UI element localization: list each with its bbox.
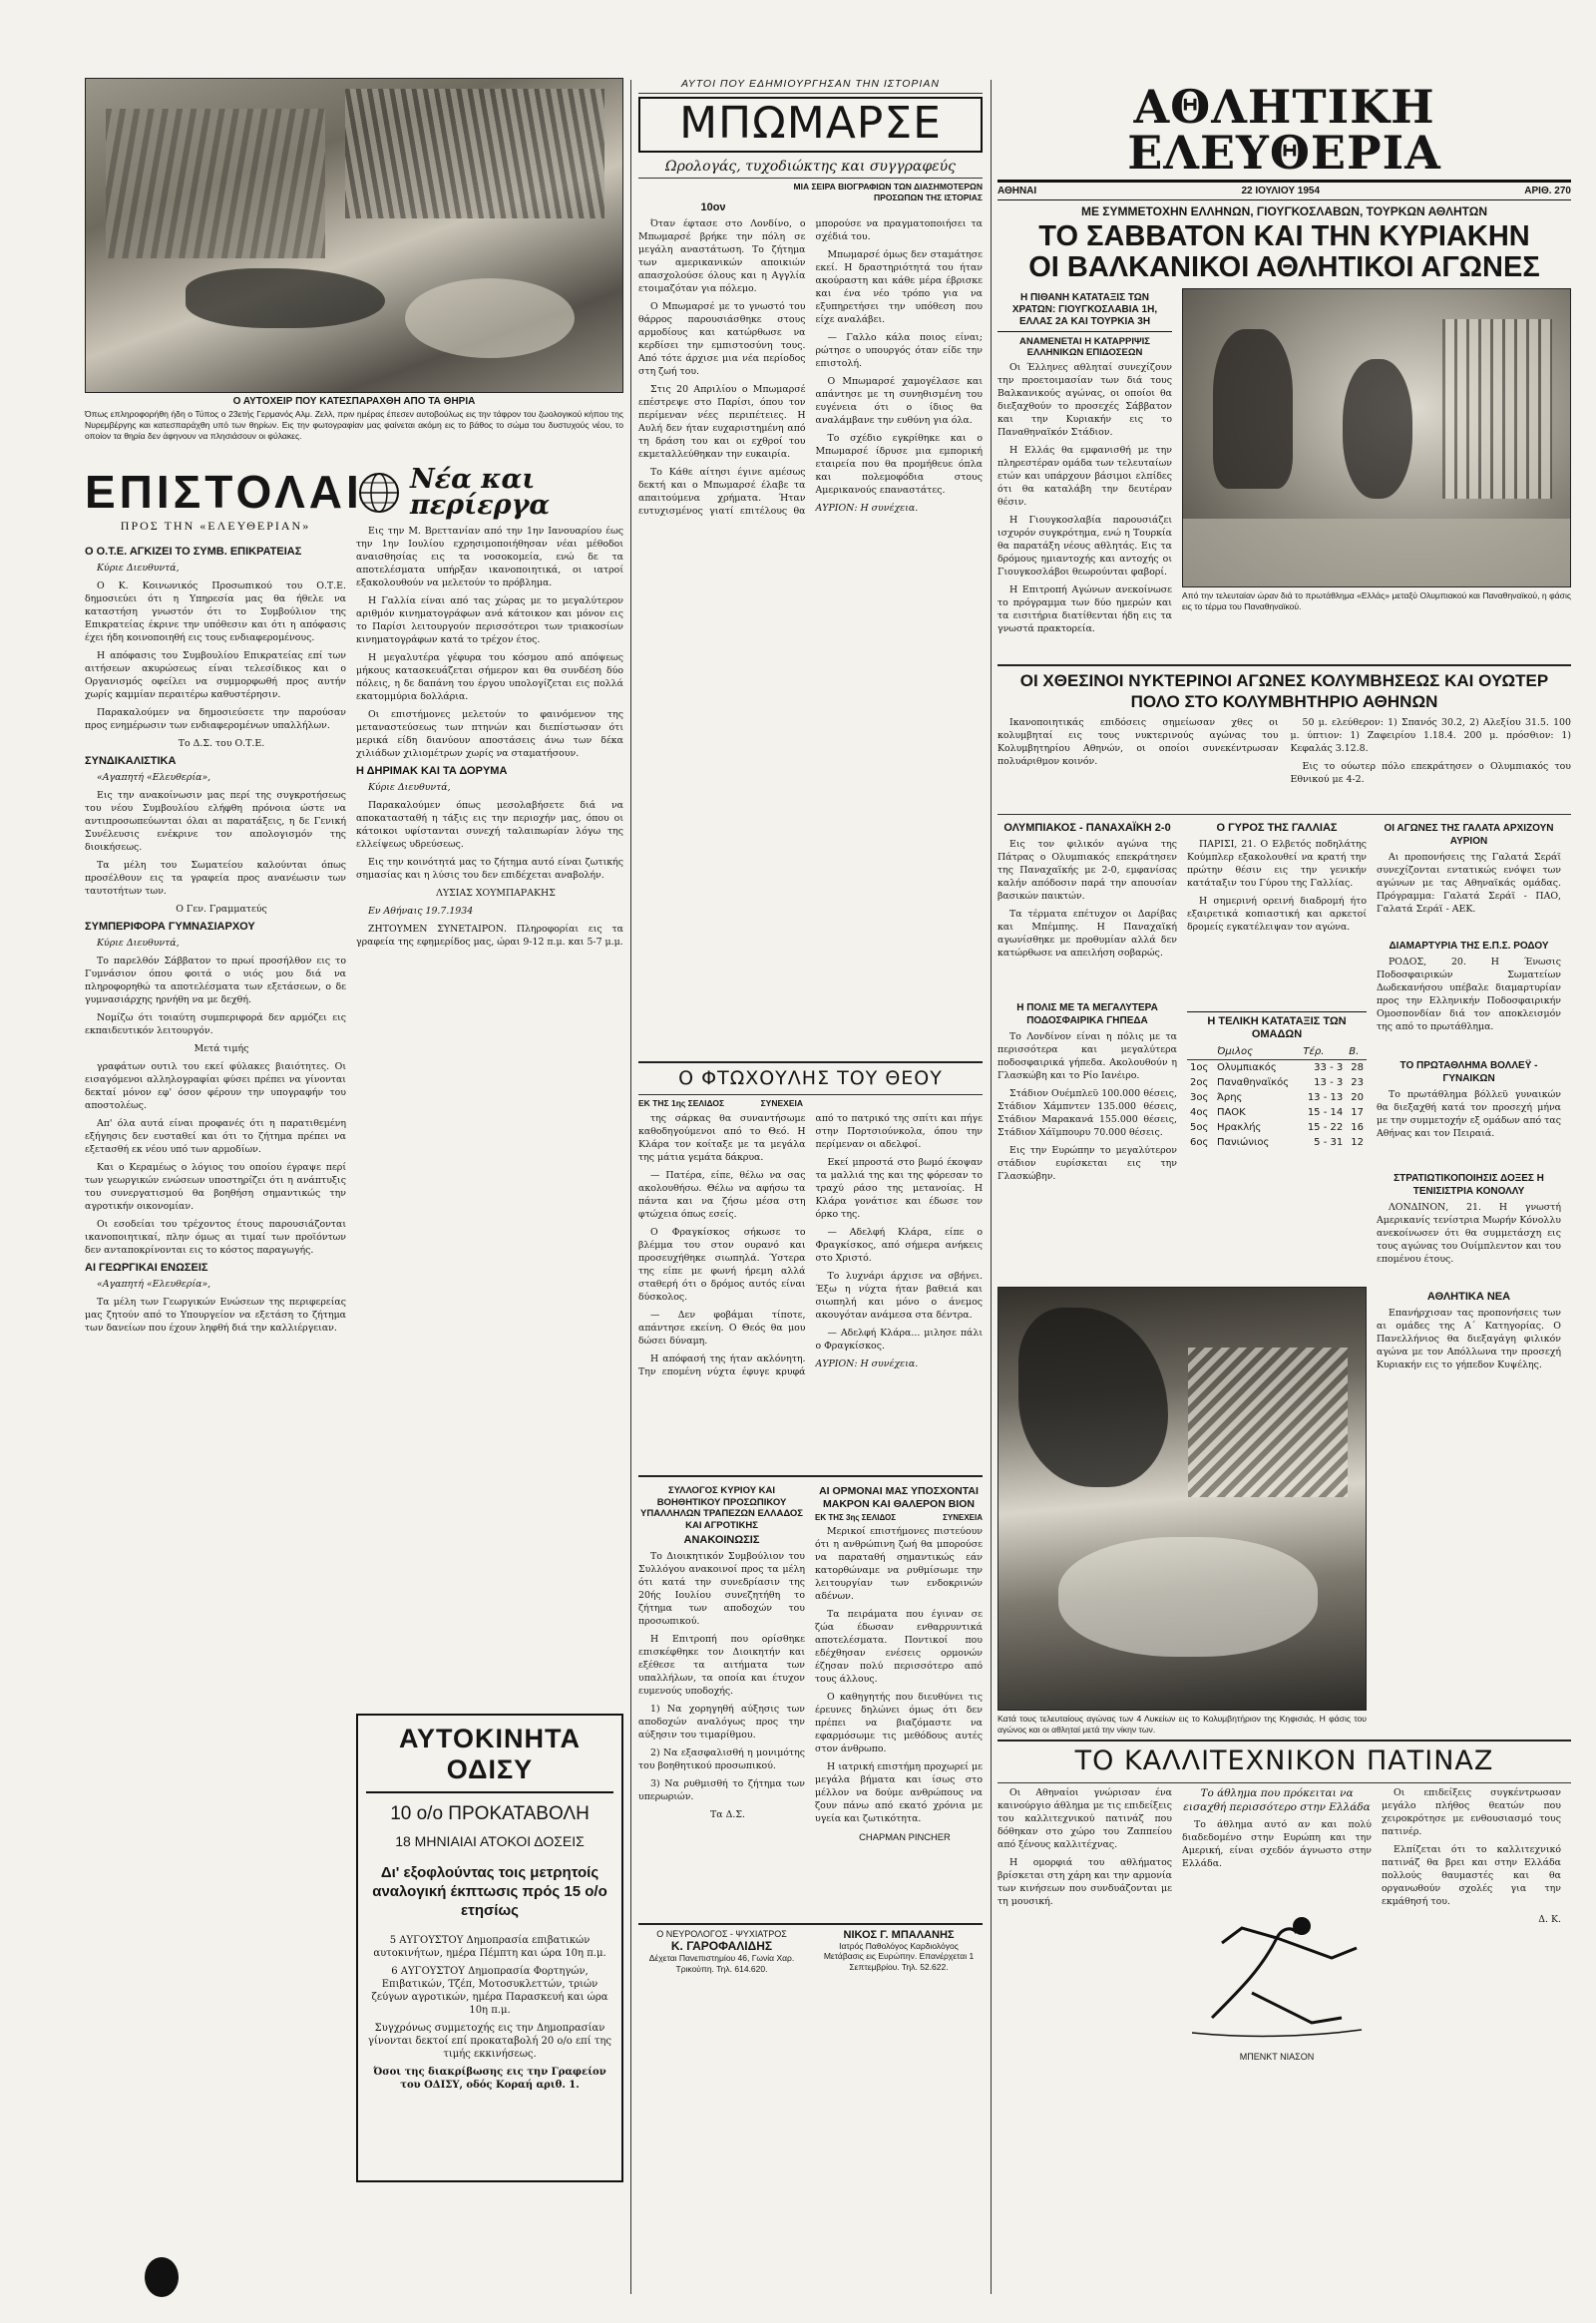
women-body xyxy=(1377,1088,1561,1168)
cities-title: Η ΠΟΛΙΣ ΜΕ ΤΑ ΜΕΓΑΛΥΤΕΡΑ ΠΟΔΟΣΦΑΙΡΙΚΑ ΓΗΠΕΔΑ xyxy=(1016,1002,1158,1026)
dateline-date: 22 ΙΟΥΛΙΟΥ 1954 xyxy=(1241,186,1321,196)
caption-text: Όπως επληροφορήθη ήδη ο Τύπος ο 23ετής Γερμανός Αλμ. Ζελλ, πριν ημέρας έπεσεν αυτοβούλως εις την τάφρον του ζωολογικού κήπου της Νυρεμβέργης και κατεσπαράχθη υπό των θηρίων. Εις την φωτογραφίαν μας φαίνεται ακόμη εις το βάθος το σώμα του δυστυχούς νέου, το οποίον τα θηρία δεν άφηνουν να πλησιάσουν οι φύλακες. xyxy=(85,409,623,441)
bomarse-subtitle: Ωρολογάς, τυχοδιώκτης και συγγραφεύς xyxy=(665,159,956,175)
letter-salutation: «Αγαπητή «Ελευθερία», xyxy=(97,772,211,783)
car-ad-line: Όσοι της διακρίβωσης εις την Γραφείον του ΟΔΙΣΥ, οδός Κοραή αριθ. 1. xyxy=(373,2067,606,2091)
letter-paragraph: Νομίζω ότι τοιαύτη συμπεριφορά δεν αρμόζει εις εκπαιδευτικόν λειτουργόν. xyxy=(85,1012,346,1036)
points-cell: 17 xyxy=(1351,1107,1364,1118)
skating-paragraph: Οι Αθηναίοι γνώρισαν ένα καινούργιο άθλημα με τις επιδείξεις του καλλιτεχνικού πατινάζ που δόθηκαν στο χώρο του Ζαππείου από ξένους καλλιτέχνας. xyxy=(998,1787,1172,1850)
ad-line: Ιατρός Παθολόγος Καρδιολόγος xyxy=(839,1941,959,1951)
bomarse-paragraph: Το Κάθε αίτησι έγινε αμέσως δεκτή και ο Μπωμαρσέ έλαβε τα απαιτούμενα χρήματα. Ήταν ευτυχισμένος γιατί επιτέλους θα μπορούσε να πραγματοποιήσει τα σχέδιά του. xyxy=(638,218,983,517)
ftochoulis-paragraph: Εκεί μπροστά στο βωμό έκοψαν τα μαλλιά της και της φόρεσαν το τραχύ ράσο της μετανοίας. Η Κλάρα γονάτισε και έδωσε τον όρκο της. xyxy=(815,1157,983,1220)
rank-cell: 4ος xyxy=(1190,1107,1209,1118)
curiosities-header xyxy=(356,464,623,521)
bomarse-body xyxy=(638,217,983,1057)
letter-date: Εν Αθήναις 19.7.1934 xyxy=(368,906,474,917)
balkan-paragraph: Η Γιουγκοσλαβία παρουσιάζει ισχυρόν συγκρότημα, ενώ η Τουρκία θα παρατάξη νέους αθλητάς. Εις τα δρόμους ημιαντοχής και αντοχής οι Γιουγκοσλάβοι θεωρούνται φαβορί. xyxy=(998,515,1172,578)
car-ad-line: 10 ο/ο ΠΡΟΚΑΤΑΒΟΛΗ xyxy=(390,1803,590,1824)
team-cell: Ηρακλής xyxy=(1216,1122,1262,1133)
letter-salutation: Κύριε Διευθυντά, xyxy=(97,938,180,949)
car-ad-title: ΑΥΤΟΚΙΝΗΤΑ ΟΔΙΣΥ xyxy=(366,1724,613,1793)
points-cell: 23 xyxy=(1351,1077,1364,1088)
wanted-notice: ΖΗΤΟΥΜΕΝ ΣΥΝΕΤΑΙΡΟΝ. Πληροφορίαι εις τα γραφεία της εφημερίδος μας, ώραι 9-12 π.μ. και 5-7 μ.μ. xyxy=(356,924,623,948)
car-ad-line: Δι' εξοφλούντας τοις μετρητοίς αναλογική έκπτωσις πρός 15 ο/ο ετησίως xyxy=(372,1864,607,1919)
swim-paragraph: Ικανοποιητικάς επιδόσεις σημείωσαν χθες οι κολυμβηταί εις τους νυκτερινούς αγώνας του Κολυμβητηρίου Αθηνών, οι οποίοι συνεκέντρωσαν πολυάριθμον κοινόν. xyxy=(998,717,1279,767)
standings-header-row xyxy=(1187,1044,1367,1060)
zoo-photo xyxy=(85,78,623,393)
letter-signature: Ο Γεν. Γραμματεύς xyxy=(176,904,267,915)
standings-header xyxy=(1187,1044,1214,1060)
ftochoulis-paragraph: Το λυχνάρι άρχισε να σβήνει. Έξω η νύχτα ήταν βαθειά και σιωπηλή και μόνο ο άνεμος ακουγόταν ανάμεσα στα δέντρα. xyxy=(815,1271,983,1321)
letter-paragraph: Και ο Κεραμέως ο λόγιος του οποίου έγραψε περί των γεωργικών ενώσεων υποστηρίζει ότι η ανάπτυξις του συνεργατισμού θα βοηθήση σημαντικώς την αγροτικήν οικονομίαν. xyxy=(85,1162,346,1212)
caption-title: Ο ΑΥΤΟΧΕΙΡ ΠΟΥ ΚΑΤΕΣΠΑΡΑΧΘΗ ΑΠΟ ΤΑ ΘΗΡΙΑ xyxy=(232,396,476,407)
ftochoulis-paragraph: — Αδελφή Κλάρα, είπε ο Φραγκίσκος, από σήμερα ανήκεις στο Χριστό. xyxy=(815,1227,983,1264)
athletic-news-title: ΑΘΛΗΤΙΚΑ ΝΕΑ xyxy=(1426,1291,1511,1303)
rank-cell: 1ος xyxy=(1190,1062,1209,1073)
union-signature: Τα Δ.Σ. xyxy=(710,1809,745,1820)
bomarse-paragraph: Ο Μπωμαρσέ χαμογέλασε και απάντησε με τη συνηθισμένη του ευγένεια ότι ο ίδιος θα αναλάμβανε την ευθύνη για όλα. xyxy=(815,376,983,426)
balkan-paragraph: Οι Έλληνες αθληταί συνεχίζουν την προετοιμασίαν των διά τους Βαλκανικούς αγώνας, οι οποίοι θα διεξαχθούν το προσεχές Σάββατον και την Κυριακήν εις το Παναθηναϊκόν Στάδιον. xyxy=(998,362,1172,438)
bomarse-paragraph: — Γαλλο κάλα ποιος είναι; ρώτησε ο υπουργός όταν είδε την επιστολή. xyxy=(815,332,983,369)
skating-block xyxy=(998,1786,1571,2062)
dateline-city: ΑΘΗΝΑΙ xyxy=(998,186,1037,196)
sports-strap: ΜΕ ΣΥΜΜΕΤΟΧΗΝ ΕΛΛΗΝΩΝ, ΓΙΟΥΓΚΟΣΛΑΒΩΝ, ΤΟΥΡΚΩΝ ΑΘΛΗΤΩΝ xyxy=(1080,204,1488,218)
skating-paragraph: Ελπίζεται ότι το καλλιτεχνικό πατινάζ θα βρει και στην Ελλάδα πολλούς θαυμαστές και θα οργανωθούν σχολές για την εκμάθησή του. xyxy=(1382,1844,1561,1907)
union-paragraph: 1) Να χορηγηθή αύξησις των αποδοχών αναλόγως προς την αύξησιν του τιμαρίθμου. xyxy=(638,1704,805,1741)
ad-address: Μετάβασις εις Ευρώπην. Επανέρχεται 1 Σεπτεμβρίου. Τηλ. 52.622. xyxy=(823,1951,975,1972)
curiosities-title-2: περίεργα xyxy=(410,490,551,521)
bomarse-paragraph: Ο Μπωμαρσέ με το γνωστό του θάρρος παρουσιάσθηκε στους αρμοδίους και κατώρθωσε να κερδίσει την εμπιστοσύνη τους. Από τότε άρχισε μια νέα περίοδος στη ζωή του. xyxy=(638,301,806,377)
ink-blot xyxy=(145,2257,179,2297)
bomarse-series-note: ΜΙΑ ΣΕΙΡΑ ΒΙΟΓΡΑΦΙΩΝ ΤΩΝ ΔΙΑΣΗΜΟΤΕΡΩΝ ΠΡΟΣΩΠΩΝ ΤΗΣ ΙΣΤΟΡΙΑΣ xyxy=(793,182,983,202)
galata-title: ΟΙ ΑΓΩΝΕΣ ΤΗΣ ΓΑΛΑΤΑ ΑΡΧΙΖΟΥΝ ΑΥΡΙΟΝ xyxy=(1384,823,1554,847)
letter-heading: ΣΥΝΔΙΚΑΛΙΣΤΙΚΑ xyxy=(85,755,177,767)
curiosity-item: Η μεγαλυτέρα γέφυρα του κόσμου από απόψεως μήκους κατασκευάζεται σήμερον και θα συνδέση δύο πόλεις, η δε δαπάνη του έργου υπολογίζεται εις πολλά εκατομμύρια δολλάρια. xyxy=(356,652,623,702)
balkan-kicker: Η ΠΙΘΑΝΗ ΚΑΤΑΤΑΞΙΣ ΤΩΝ ΧΡΑΤΩΝ: ΓΙΟΥΓΚΟΣΛΑΒΙΑ 1Η, ΕΛΛΑΣ 2Α ΚΑΙ ΤΟΥΡΚΙΑ 3Η xyxy=(998,292,1172,332)
hormones-paragraph: Ο καθηγητής που διευθύνει τις έρευνες δηλώνει όμως ότι δεν πρέπει να βιαζόμαστε να εφαρμόσωμε τις μεθόδους αυτές στον άνθρωπο. xyxy=(815,1692,983,1754)
car-ad-line: 5 ΑΥΓΟΥΣΤΟΥ Δημοπρασία επιβατικών αυτοκινήτων, ημέρα Πέμπτη και ώρα 10η π.μ. xyxy=(373,1935,606,1959)
sports-section xyxy=(998,78,1571,2062)
lower-sports-block xyxy=(998,1287,1571,1736)
column-rule xyxy=(630,80,631,2294)
balkan-paragraph: Η Επιτροπή Αγώνων ανεκοίνωσε το πρόγραμμα των δύο ημερών και τα εισιτήρια διατίθενται ήδη εις τα γνωστά πρακτορεία. xyxy=(998,584,1172,634)
skating-sketch-block xyxy=(1182,1786,1372,2062)
points-cell: 28 xyxy=(1351,1062,1364,1073)
hormones-source-row xyxy=(815,1513,983,1522)
letter-paragraph: Παρακαλούμεν να δημοσιεύσετε την παρούσαν προς ενημέρωσιν των ενδιαφερομένων υπαλλήλων. xyxy=(85,707,346,731)
letter-paragraph: Τα μέλη του Σωματείου καλούνται όπως προσέλθουν εις τα γραφεία προς ανανέωσιν των ταυτοτήτων των. xyxy=(85,860,346,897)
army-title: ΣΤΡΑΤΙΩΤΙΚΟΠΟΙΗΣΙΣ ΔΟΞΕΣ Η ΤΕΝΙΣΙΣΤΡΙΑ ΚΟΝΟΛΛΥ xyxy=(1394,1173,1544,1197)
column-rule xyxy=(991,80,992,2294)
union-paragraph: Η Επιτροπή που ορίσθηκε επισκέφθηκε τον Διοικητήν και εξέθεσε τα αιτήματα των υπαλλήλων, τα οποία και έτυχον ευμενούς υποδοχής. xyxy=(638,1634,805,1697)
athletic-news-body xyxy=(1377,1307,1561,1726)
mid-right-column xyxy=(1377,818,1561,1281)
headline-1: ΤΟ ΣΑΒΒΑΤΟΝ ΚΑΙ ΤΗΝ ΚΥΡΙΑΚΗΝ xyxy=(1038,220,1530,252)
neurologist-ad xyxy=(638,1929,805,1975)
car-ad-line: 6 ΑΥΓΟΥΣΤΟΥ Δημοπρασία Φορτηγών, Επιβατικών, Τζέπ, Μοτοσυκλεττών, τριών ζεύγων αγροτικών, ημέρα Παρασκευή και ώρα 10η π.μ. xyxy=(371,1966,608,2016)
letter-heading: ΑΙ ΓΕΩΡΓΙΚΑΙ ΕΝΩΣΕΙΣ xyxy=(85,1262,208,1274)
rank-cell: 3ος xyxy=(1190,1092,1209,1103)
galata-paragraph: Αι προπονήσεις της Γαλατά Σεράϊ συνεχίζονται εντατικώς ενόψει των αγώνων με τας Αθηναϊκάς ομάδας. Πρόγραμμα: Γαλατά Σεράϊ - ΠΑΟ, Γαλατά Σεράϊ - ΑΕΚ. xyxy=(1377,852,1561,915)
hormones-paragraph: Μερικοί επιστήμονες πιστεύουν ότι η ανθρώπινη ζωή θα μπορούσε να παραταθή σημαντικώς εάν κατορθώναμε να ρυθμίσωμε την λειτουργίαν των ενδοκρινών αδένων. xyxy=(815,1526,983,1602)
galata-body xyxy=(1377,851,1561,936)
cities-body xyxy=(998,1030,1177,1220)
skater-sketch-icon xyxy=(1182,1898,1372,2048)
balkan-kicker-2: ΑΝΑΜΕΝΕΤΑΙ Η ΚΑΤΑΡΡΙΨΙΣ ΕΛΛΗΝΙΚΩΝ ΕΠΙΔΟΣΕΩΝ xyxy=(1019,336,1150,358)
tour-title: Ο ΓΥΡΟΣ ΤΗΣ ΓΑΛΛΙΑΣ xyxy=(1216,822,1338,834)
union-announcement xyxy=(638,1481,805,1919)
union-paragraph: 2) Να εξασφαλισθή η μονιμότης του βοηθητικού προσωπικού. xyxy=(638,1747,805,1771)
goals-cell: 13 - 13 xyxy=(1307,1092,1344,1103)
skating-signature: Δ. Κ. xyxy=(1538,1914,1561,1925)
union-paragraph: Το Διοικητικόν Συμβούλιον του Συλλόγου ανακοινοί προς τα μέλη ότι κατά την συνεδρίασιν της 20ής Ιουλίου συνεζητήθη το ζήτημα των αποδοχών του προσωπικού. xyxy=(638,1551,805,1627)
swim-body xyxy=(998,716,1571,811)
ftochoulis-paragraph: — Δεν φοβάμαι τίποτε, απάντησε εκείνη. Ο Θεός θα μου δώσει δύναμη. xyxy=(638,1310,806,1347)
globe-icon xyxy=(356,470,402,516)
points-cell: 12 xyxy=(1351,1137,1364,1148)
skating-paragraph: Η ομορφιά του αθλήματος βρίσκεται στη χάρη και την αρμονία των κινήσεων που συνδυάζονται με τη μουσική. xyxy=(998,1857,1172,1907)
bottom-ads xyxy=(638,1929,983,1975)
ftochoulis-paragraph: — Αδελφή Κλάρα... μιλησε πάλι ο Φραγκίσκος. xyxy=(815,1328,983,1352)
goals-cell: 15 - 14 xyxy=(1307,1107,1344,1118)
skating-title: ΤΟ ΚΑΛΛΙΤΕΧΝΙΚΟΝ ΠΑΤΙΝΑΖ xyxy=(1074,1745,1494,1776)
olymp-paragraph: Τα τέρματα επέτυχον οι Δαρίβας και Μπέμπης. Η Παναχαϊκή αγωνίσθηκε με προθυμίαν αλλά δεν κατώρθωσε να απειλήση σοβαρώς. xyxy=(998,909,1177,959)
team-cell: Παναθηναϊκός xyxy=(1216,1077,1290,1088)
cities-paragraph: Εις την Ευρώπην το μεγαλύτερον στάδιον ευρίσκεται εις την Γλασκώβην. xyxy=(998,1145,1177,1182)
letters-subtitle: ΠΡΟΣ ΤΗΝ «ΕΛΕΥΘΕΡΙΑΝ» xyxy=(120,519,311,533)
points-cell: 20 xyxy=(1351,1092,1364,1103)
letter-paragraph: Εις την ανακοίνωσιν μας περί της συγκροτήσεως του νέου Συμβουλίου ελήφθη πρόνοια ώστε να αντιπροσωπεύωνται όλαι αι παρατάξεις, η δε Γενική Συνέλευσις ενέκρινε τον απολογισμόν της διοικήσεως. xyxy=(85,790,346,853)
curiosities-title-1: Νέα και xyxy=(410,464,536,495)
letter-heading: Ο Ο.Τ.Ε. ΑΓΚΙΖΕΙ ΤΟ ΣΥΜΒ. ΕΠΙΚΡΑΤΕΙΑΣ xyxy=(85,546,302,558)
skating-side-note: Το άθλημα που πρόκειται να εισαχθή περισσότερο στην Ελλάδα xyxy=(1183,1787,1371,1813)
table-row xyxy=(1187,1090,1367,1105)
olymp-paragraph: Εις τον φιλικόν αγώνα της Πάτρας ο Ολυμπιακός επεκράτησεν της Παναχαϊκής με 2-0, εμφανίσας καλήν απόδοσιν παρά την απουσίαν βασικών παικτών. xyxy=(998,839,1177,902)
letter-paragraph: Ο Κ. Κοινωνικός Προσωπικού του Ο.Τ.Ε. δημοσιεύει ότι η Υπηρεσία μας θα ήθελε να καταστήση γνωστόν ότι το Συμβούλιον της Επικρατείας έκρινε την υπόθεσιν και ότι η απόφασις έχει ήδη κοινοποιηθή εις τους ενδιαφερομένους. xyxy=(85,581,346,643)
pool-photo-block xyxy=(998,1287,1367,1736)
mid-center-column xyxy=(1187,818,1367,1281)
tour-body xyxy=(1187,838,1367,1007)
hormones-article xyxy=(815,1481,983,1919)
standings-header: Τέρ. xyxy=(1300,1044,1346,1060)
rank-cell: 2ος xyxy=(1190,1077,1209,1088)
football-photo xyxy=(1182,288,1571,587)
skating-body-2 xyxy=(1182,1818,1372,1898)
ftochoulis-paragraph: Ο Φραγκίσκος σήκωσε το βλέμμα του στον ουρανό και προσευχήθηκε σιωπηλά. Ύστερα της είπε με φωνή ήρεμη αλλά σταθερή ότι ο δρόμος αυτός είναι δύσκολος. xyxy=(638,1227,806,1303)
cities-paragraph: Στάδιον Ουέμπλεϋ 100.000 θέσεις, Στάδιον Χάμπντεν 135.000 θέσεις, Στάδιον Μαρακανά 155.000 θέσεις, Στάδιον Χάϊμπουρυ 70.000 θέσεις. xyxy=(998,1088,1177,1138)
athletic-news xyxy=(1377,1287,1561,1736)
union-paragraph: 3) Να ρυθμισθή το ζήτημα των υπερωριών. xyxy=(638,1778,805,1802)
bomarse-paragraph: Το σχέδιο εγκρίθηκε και ο Μπωμαρσέ ίδρυσε μια εμπορική εταιρεία που θα προμήθευε όπλα και πολεμοφόδια στους Αμερικανούς επαναστάτες. xyxy=(815,433,983,496)
left-section xyxy=(85,78,623,2091)
mid-sports-block xyxy=(998,818,1571,1281)
goals-cell: 15 - 22 xyxy=(1307,1122,1344,1133)
rhodes-body xyxy=(1377,956,1561,1055)
rank-cell: 5ος xyxy=(1190,1122,1209,1133)
standings-table xyxy=(1187,1044,1367,1150)
bomarse-title: ΜΠΩΜΑΡΣΕ xyxy=(638,97,983,153)
car-ad-line: 18 ΜΗΝΙΑΙΑΙ ΑΤΟΚΟΙ ΔΟΣΕΙΣ xyxy=(395,1833,585,1849)
balkan-article xyxy=(998,288,1172,660)
army-body xyxy=(1377,1201,1561,1281)
ad-name: Κ. ΓΑΡΟΦΑΛΙΔΗΣ xyxy=(670,1939,773,1953)
table-row xyxy=(1187,1060,1367,1076)
curiosity-item: Η Γαλλία είναι από τας χώρας με το μεγαλύτερον αριθμόν κινηματογράφων ανά κάτοικον και μόνον εις το Παρίσι λειτουργούν περισσότεροι των τριακοσίων κινηματογράφων κατά το τρέχον έτος. xyxy=(356,595,623,645)
mid-left-column xyxy=(998,818,1177,1281)
rhodes-title: ΔΙΑΜΑΡΤΥΡΙΑ ΤΗΣ Ε.Π.Σ. ΡΟΔΟΥ xyxy=(1389,941,1549,952)
bottom-articles xyxy=(638,1481,983,1919)
ftochoulis-paragraph: της σάρκας θα συναντήσωμε καθοδηγούμενοι από το Θεό. Η Κλάρα τον κοίταξε με τα μεγάλα της μάτια γεμάτα δάκρυα. xyxy=(638,1113,806,1163)
car-ad-line: Συγχρόνως συμμετοχής εις την Δημοπρασίαν γίνονται δεκτοί επί προκαταβολή 20 ο/ο επί της τιμής εκκινήσεως. xyxy=(368,2023,611,2060)
sports-masthead: ΑΘΛΗΤΙΚΗ ΕΛΕΥΘΕΡΙΑ xyxy=(998,84,1571,183)
hormones-signature: CHAPMAN PINCHER xyxy=(859,1831,951,1842)
ad-name: ΝΙΚΟΣ Γ. ΜΠΑΛΑΝΗΣ xyxy=(843,1929,955,1941)
team-cell: Άρης xyxy=(1216,1092,1243,1103)
football-photo-caption: Από την τελευταίαν ώραν διά το πρωτάθλημα «Ελλάς» μεταξύ Ολυμπιακού και Παναθηναϊκού, η φάσις εις το τέρμα του Παναθηναϊκού. xyxy=(1182,590,1571,611)
letters-body xyxy=(85,542,346,1689)
tour-paragraph: Η σημερινή ορεινή διαδρομή ήτο εξαιρετικά κοπιαστική και αρκετοί δρομείς εγκατέλειψαν τον αγώνα. xyxy=(1187,896,1367,933)
women-title: ΤΟ ΠΡΩΤΑΘΛΗΜΑ ΒΟΛΛΕΫ - ΓΥΝΑΙΚΩΝ xyxy=(1399,1060,1538,1084)
skating-paragraph: Οι επιδείξεις συγκέντρωσαν μεγάλο πλήθος θεατών που χειροκρότησε με ενθουσιασμό τους πατινέρ. xyxy=(1382,1787,1561,1837)
letter-paragraph: Παρακαλούμεν όπως μεσολαβήσετε διά να αποκατασταθή η τάξις εις την περιοχήν μας, όπου οι κάτοικοι υφίστανται συνεχή ταλαιπωρίαν λόγω της ελλείψεως υδρεύσεως. xyxy=(356,800,623,850)
letters-title: ΕΠΙΣΤΟΛΑΙ xyxy=(85,466,363,518)
rank-cell: 6ος xyxy=(1190,1137,1209,1148)
table-row xyxy=(1187,1120,1367,1135)
ad-address: Δέχεται Πανεπιστημίου 46, Γωνία Χαρ. Τρικούπη. Τηλ. 614.620. xyxy=(648,1953,795,1974)
standings-header: Όμιλος xyxy=(1214,1044,1300,1060)
ftochoulis-continuation: ΑΥΡΙΟΝ: Η συνέχεια. xyxy=(815,1358,919,1369)
ftochoulis-paragraph: — Πατέρα, είπε, θέλω να σας ακολουθήσω. Θέλω να αφήσω τα πάντα και να ζήσω μέσα στη φτώχεια όπως εσείς. xyxy=(638,1170,806,1220)
union-title: ΣΥΛΛΟΓΟΣ ΚΥΡΙΟΥ ΚΑΙ ΒΟΗΘΗΤΙΚΟΥ ΠΡΟΣΩΠΙΚΟΥ ΥΠΑΛΛΗΛΩΝ ΤΡΑΠΕΖΩΝ ΕΛΛΑΔΟΣ ΚΑΙ ΑΓΡΟΤΙΚΗΣ xyxy=(640,1485,803,1531)
olymp-body xyxy=(998,838,1177,997)
ftochoulis-cont: ΣΥΝΕΧΕΙΑ xyxy=(760,1098,803,1108)
letter-salutation: Κύριε Διευθυντά, xyxy=(368,782,451,793)
letter-paragraph: Εις την κοινότητά μας το ζήτημα αυτό είναι ζωτικής σημασίας και η λύσις του δεν επιδέχεται αναβολήν. xyxy=(356,857,623,881)
pool-photo xyxy=(998,1287,1367,1711)
ftochoulis-body xyxy=(638,1112,983,1471)
skating-body-1 xyxy=(998,1786,1172,2056)
hormones-cont: ΣΥΝΕΧΕΙΑ xyxy=(943,1513,983,1522)
table-row xyxy=(1187,1135,1367,1150)
union-body xyxy=(638,1550,805,1919)
ftochoulis-source-row xyxy=(638,1098,803,1108)
car-advert xyxy=(356,1714,623,2182)
union-label: ΑΝΑΚΟΙΝΩΣΙΣ xyxy=(683,1534,760,1546)
swim-paragraph: Εις το ούωτερ πόλο επεκράτησεν ο Ολυμπιακός του Εθνικού με 4-2. xyxy=(1290,761,1571,785)
skating-paragraph: Το άθλημα αυτό αν και πολύ διαδεδομένο στην Ευρώπη και την Αμερική, είναι σχεδόν άγνωστο στην Ελλάδα. xyxy=(1182,1819,1372,1869)
letter-signature: ΛΥΣΙΑΣ ΧΟΥΜΠΑΡΑΚΗΣ xyxy=(436,888,556,899)
cities-paragraph: Το Λονδίνον είναι η πόλις με τα περισσότερα και μεγαλύτερα ποδοσφαιρικά γήπεδα. Ακολουθούν η Γλασκώβη και το Ρίο Ιανέιρο. xyxy=(998,1031,1177,1081)
letter-salutation: «Αγαπητή «Ελευθερία», xyxy=(97,1279,211,1290)
swim-title: ΟΙ ΧΘΕΣΙΝΟΙ ΝΥΚΤΕΡΙΝΟΙ ΑΓΩΝΕΣ ΚΟΛΥΜΒΗΣΕΩΣ ΚΑΙ ΟΥΩΤΕΡ ΠΟΛΟ ΣΤΟ ΚΟΛΥΜΒΗΤΗΡΙΟ ΑΘΗΝΩΝ xyxy=(1019,671,1549,711)
bomarse-paragraph: Μπωμαρσέ όμως δεν σταμάτησε εκεί. Η δραστηριότητά του ήταν ακούραστη και κάθε μέρα έβρισκε και ένα νέο τρόπο για να εξυπηρετήσει την υπόθεση που είχε αναλάβει. xyxy=(815,249,983,325)
team-cell: Ολυμπιακός xyxy=(1216,1062,1277,1073)
ftochoulis-source: ΕΚ ΤΗΣ 1ης ΣΕΛΙΔΟΣ xyxy=(638,1098,725,1108)
letter-paragraph: Τα μέλη των Γεωργικών Ενώσεων της περιφερείας μας ζητούν από το Υπουργείον να εξετάση το ζήτημα των δανείων που έχουν ληφθή διά την καλλιέργειαν. xyxy=(85,1297,346,1334)
middle-section xyxy=(638,78,983,1975)
table-row xyxy=(1187,1075,1367,1090)
top-strip: ΑΥΤΟΙ ΠΟΥ ΕΔΗΜΙΟΥΡΓΗΣΑΝ ΤΗΝ ΙΣΤΟΡΙΑΝ xyxy=(681,78,940,90)
balkan-paragraph: Η Ελλάς θα εμφανισθή με την πληρεστέραν ομάδα των τελευταίων ετών και υπάρχουν βάσιμοι ελπίδες ότι θα καταλάβη την δευτέραν θέσιν. xyxy=(998,445,1172,508)
bomarse-paragraph: Όταν έφτασε στο Λονδίνο, ο Μπωμαρσέ βρήκε την πόλη σε μεγάλη αναστάτωση. Το ζήτημα των αμερικανικών αποικιών απασχολούσε όλους και η Αγγλία ετοιμαζόταν για πόλεμο. xyxy=(638,218,806,294)
car-ad-body xyxy=(366,1934,613,2097)
standings-header: Β. xyxy=(1346,1044,1367,1060)
letter-heading: ΣΥΜΠΕΡΙΦΟΡΑ ΓΥΜΝΑΣΙΑΡΧΟΥ xyxy=(85,921,255,933)
hormones-paragraph: Η ιατρική επιστήμη προχωρεί με μεγάλα βήματα και ίσως στο μέλλον να δούμε ανθρώπους να ζουν πάνω από εκατό χρόνια με υγεία και ζωτικότητα. xyxy=(815,1761,983,1824)
letter-signature: Μετά τιμής xyxy=(194,1043,249,1054)
women-paragraph: Το πρωτάθλημα βόλλεϋ γυναικών θα διεξαχθή κατά τον προσεχή μήνα με την συμμετοχήν εξ ομάδων από τας Αθήνας και τον Πειραιά. xyxy=(1377,1089,1561,1139)
dateline-issue: ΑΡΙΘ. 270 xyxy=(1524,186,1571,196)
ad-line: Ο ΝΕΥΡΟΛΟΓΟΣ - ΨΥΧΙΑΤΡΟΣ xyxy=(656,1929,787,1939)
team-cell: Πανιώνιος xyxy=(1216,1137,1270,1148)
bomarse-paragraph: Στις 20 Απριλίου ο Μπωμαρσέ επέστρεψε στο Παρίσι, όπου τον περίμεναν νέες περιπέτειες. Η Αυλή δεν ήταν ευχαριστημένη από τη δράση του και οι εχθροί του εκμεταλλεύθηκαν την ευκαιρία. xyxy=(638,384,806,460)
doctor-ad xyxy=(815,1929,983,1975)
letters-section xyxy=(85,466,363,1689)
team-cell: ΠΑΟΚ xyxy=(1216,1107,1246,1118)
headline-2: ΟΙ ΒΑΛΚΑΝΙΚΟΙ ΑΘΛΗΤΙΚΟΙ ΑΓΩΝΕΣ xyxy=(1028,251,1540,283)
points-cell: 16 xyxy=(1351,1122,1364,1133)
letter-signature: Το Δ.Σ. του Ο.Τ.Ε. xyxy=(178,738,265,749)
athletic-news-paragraph: Επανήρχισαν τας προπονήσεις των αι ομάδες της Α΄ Κατηγορίας. Ο Πανελλήνιος θα διεξαγάγη φιλικόν αγώνα με τον Απόλλωνα την προσεχή Κυριακήν εις το γήπεδον Κυψέλης. xyxy=(1377,1308,1561,1370)
goals-cell: 33 - 3 xyxy=(1314,1062,1344,1073)
hormones-source: ΕΚ ΤΗΣ 3ης ΣΕΛΙΔΟΣ xyxy=(815,1513,896,1522)
football-photo-block xyxy=(1182,288,1571,660)
curiosity-item: Εις την Μ. Βρεττανίαν από την 1ην Ιανουαρίου έως την 1ην Ιουλίου εχρησιμοποιήθησαν νέαι μέθοδοι αναισθησίας εις τα νοσοκομεία, ενώ δε τα αποτελέσματα υπήρξαν ικανοποιητικά, οι ιατροί εξακολουθούν να μελετούν το πρόβλημα. xyxy=(356,526,623,588)
sketch-caption: ΜΠΕΝΚΤ ΝΙΑΣΟΝ xyxy=(1239,2052,1315,2062)
goals-cell: 13 - 3 xyxy=(1314,1077,1344,1088)
table-row xyxy=(1187,1105,1367,1120)
standings-title: Η ΤΕΛΙΚΗ ΚΑΤΑΤΑΞΙΣ ΤΩΝ ΟΜΑΔΩΝ xyxy=(1187,1011,1367,1041)
balkan-block xyxy=(998,288,1571,660)
balkan-body xyxy=(998,361,1172,660)
tour-paragraph: ΠΑΡΙΣΙ, 21. Ο Ελβετός ποδηλάτης Κούμπλερ εξακολουθεί να κρατή την πρώτην θέσιν εις την γενικήν κατάταξιν του Γύρου της Γαλλίας. xyxy=(1187,839,1367,889)
letter-paragraph: Απ' όλα αυτά είναι προφανές ότι η παρατιθεμένη εξήγησις δεν ευσταθεί και ότι το ζήτημα πρέπει να εξετασθή εκ νέου υπό των αρμοδίων. xyxy=(85,1118,346,1155)
ftochoulis-title: Ο ΦΤΩΧΟΥΛΗΣ ΤΟΥ ΘΕΟΥ xyxy=(678,1067,943,1089)
olymp-title: ΟΛΥΜΠΙΑΚΟΣ - ΠΑΝΑΧΑΪΚΗ 2-0 xyxy=(1003,822,1171,834)
swim-paragraph: 50 μ. ελεύθερον: 1) Σπανός 30.2, 2) Αλεξίου 31.5. 100 μ. ύπτιον: 1) Ζαφειρίου 1.18.4. 200 μ. πρόσθιον: 1) Κεφαλάς 3.12.8. xyxy=(1290,717,1571,754)
letter-paragraph: Οι εσοδείαι του τρέχοντος έτους παρουσιάζονται ικανοποιητικαί, πλην όμως αι τιμαί των προϊόντων δεν ανταποκρίνονται εις το κόστος παραγωγής. xyxy=(85,1219,346,1256)
letter-salutation: Κύριε Διευθυντά, xyxy=(97,563,180,574)
sports-dateline xyxy=(998,183,1571,200)
hormones-paragraph: Τα πειράματα που έγιναν σε ζώα έδωσαν ενθαρρυντικά αποτελέσματα. Ποντικοί που εδέχθησαν ενέσεις ορμονών έζησαν πολύ περισσότερο από τους άλλους. xyxy=(815,1609,983,1685)
letter-heading: Η ΔΗΡΙΜΑΚ ΚΑΙ ΤΑ ΔΟΡΥΜΑ xyxy=(356,765,508,777)
goals-cell: 5 - 31 xyxy=(1314,1137,1344,1148)
bomarse-chapter: 10ον xyxy=(700,201,726,213)
letter-paragraph: γραφάτων ουτιλ του εκεί φύλακες βιαιότητες. Οι εισαγόμενοι αλληλογραφίαι φύσει πρέπει να γίνονται δεκταί μόνον εφ' όσον φέρουν την υπογραφήν του αποστολέως. xyxy=(85,1061,346,1111)
army-paragraph: ΛΟΝΔΙΝΟΝ, 21. Η γνωστή Αμερικανίς τενίστρια Μωρήν Κόνολλυ ανεκοίνωσεν ότι θα συμμετάσχη εις τους αγώνας του Ουίμπλεντον και του επομένου έτους. xyxy=(1377,1202,1561,1265)
ftochoulis-paragraph: Η απόφασή της ήταν ακλόνητη. Την επομένη νύχτα έφυγε κρυφά από το πατρικό της σπίτι και πήγε στην Πορτσιούνκολα, όπου την περίμεναν οι αδελφοί. xyxy=(638,1113,983,1377)
letter-paragraph: Η απόφασις του Συμβουλίου Επικρατείας επί των αιτήσεων ακυρώσεως είναι τελεσίδικος και ο Οργανισμός οφείλει να συμμορφωθή προς αυτήν χωρίς καμμίαν περαιτέρω καθυστέρησιν. xyxy=(85,650,346,700)
rhodes-paragraph: ΡΟΔΟΣ, 20. Η Ένωσις Ποδοσφαιρικών Σωματείων Δωδεκανήσου υπέβαλε διαμαρτυρίαν προς την Ελληνικήν Ποδοσφαιρικήν Ομοσπονδίαν διά τον αποκλεισμόν της από το πρωτάθλημα. xyxy=(1377,957,1561,1032)
hormones-body xyxy=(815,1525,983,1894)
curiosity-item: Οι επιστήμονες μελετούν το φαινόμενον της μεταναστεύσεως των πτηνών και διεπίστωσαν ότι μερικά είδη διανύουν αποστάσεις άνω των δέκα χιλιάδων χιλιομέτρων χωρίς να σταματήσουν. xyxy=(356,709,623,759)
letter-paragraph: Το παρελθόν Σάββατον το πρωί προσήλθον εις το Γυμνάσιον όπου φοιτά ο υιός μου διά να πληροφορηθώ τα αποτελέσματα των εξετάσεων, ο δε γυμνασιάρχης ηρνήθη να με δεχθή. xyxy=(85,956,346,1005)
hormones-title: ΑΙ ΟΡΜΟΝΑΙ ΜΑΣ ΥΠΟΣΧΟΝΤΑΙ ΜΑΚΡΟΝ ΚΑΙ ΘΑΛΕΡΟΝ ΒΙΟΝ xyxy=(819,1485,979,1510)
skating-body-3 xyxy=(1382,1786,1561,2056)
pool-photo-caption: Κατά τους τελευταίους αγώνας των 4 Λυκείων εις το Κολυμβητήριον της Κηφισιάς. Η φάσις του αγώνος και οι αθληταί μετά την νίκην των. xyxy=(998,1714,1367,1735)
bomarse-continuation: ΑΥΡΙΟΝ: Η συνέχεια. xyxy=(815,503,919,514)
zoo-photo-caption xyxy=(85,396,623,442)
